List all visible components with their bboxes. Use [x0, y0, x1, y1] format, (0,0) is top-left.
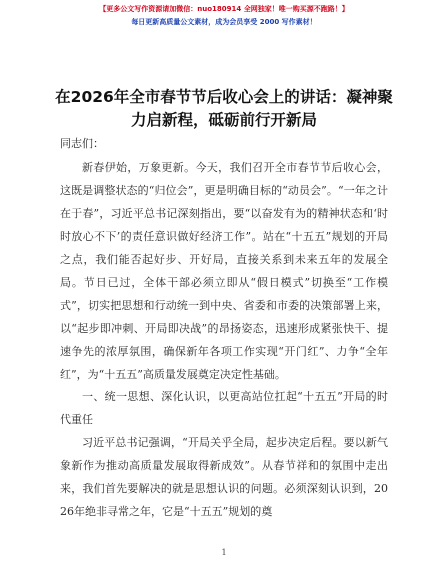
paragraph-opening: 新春伊始，万象更新。今天，我们召开全市春节节后收心会，这既是调整状态的“归位会”，更是明确目标的“动员会”。“一年之计在于春”，习近平总书记深刻指出，要“以奋发有为的精神状态和‘时时放心不下’的责任意识做好经济工作”。站在“十五五”规划的开局之点，我们能否起好步、开好局，直接关系到未来五年的发展全局。节日已过，全体干部必须立即从“假日模式”切换至“工作模式”，切实把思想和行动统一到中央、省委和市委的决策部署上来，以“起步即冲刺、开局即决战”的昂扬姿态，迅速形成紧张快干、提速争先的浓厚氛围，确保新年各项工作实现“开门红”、力争“全年红”，为“十五五”高质量发展奠定决定性基础。	[60, 161, 388, 381]
paragraph-section-1: 习近平总书记强调，“开局关乎全局，起步决定后程。要以新气象新作为推动高质量发展取得新成效”。从春节祥和的氛围中走出来，我们首先要解决的就是思想认识的问题。必须深刻认识到，2026年绝非寻常之年，它是“十五五”规划的奠	[60, 436, 388, 518]
promo-banner-line2: 每日更新高质量公文素材，成为会员享受 2000 写作素材！	[131, 18, 317, 26]
section-heading-1: 一、统一思想、深化认识，以更高站位扛起“十五五”开局的时代重任	[60, 390, 388, 426]
salutation: 同志们：	[60, 137, 104, 150]
document-title: 在2026年全市春节节后收心会上的讲话：凝神聚力启新程，砥砺前行开新局	[55, 88, 393, 129]
promo-banner-line1: 【更多公文写作资源请加微信：nuo180914 全网独家！唯一购买源不跑路！】	[99, 5, 349, 13]
page-number: 1	[221, 548, 227, 557]
